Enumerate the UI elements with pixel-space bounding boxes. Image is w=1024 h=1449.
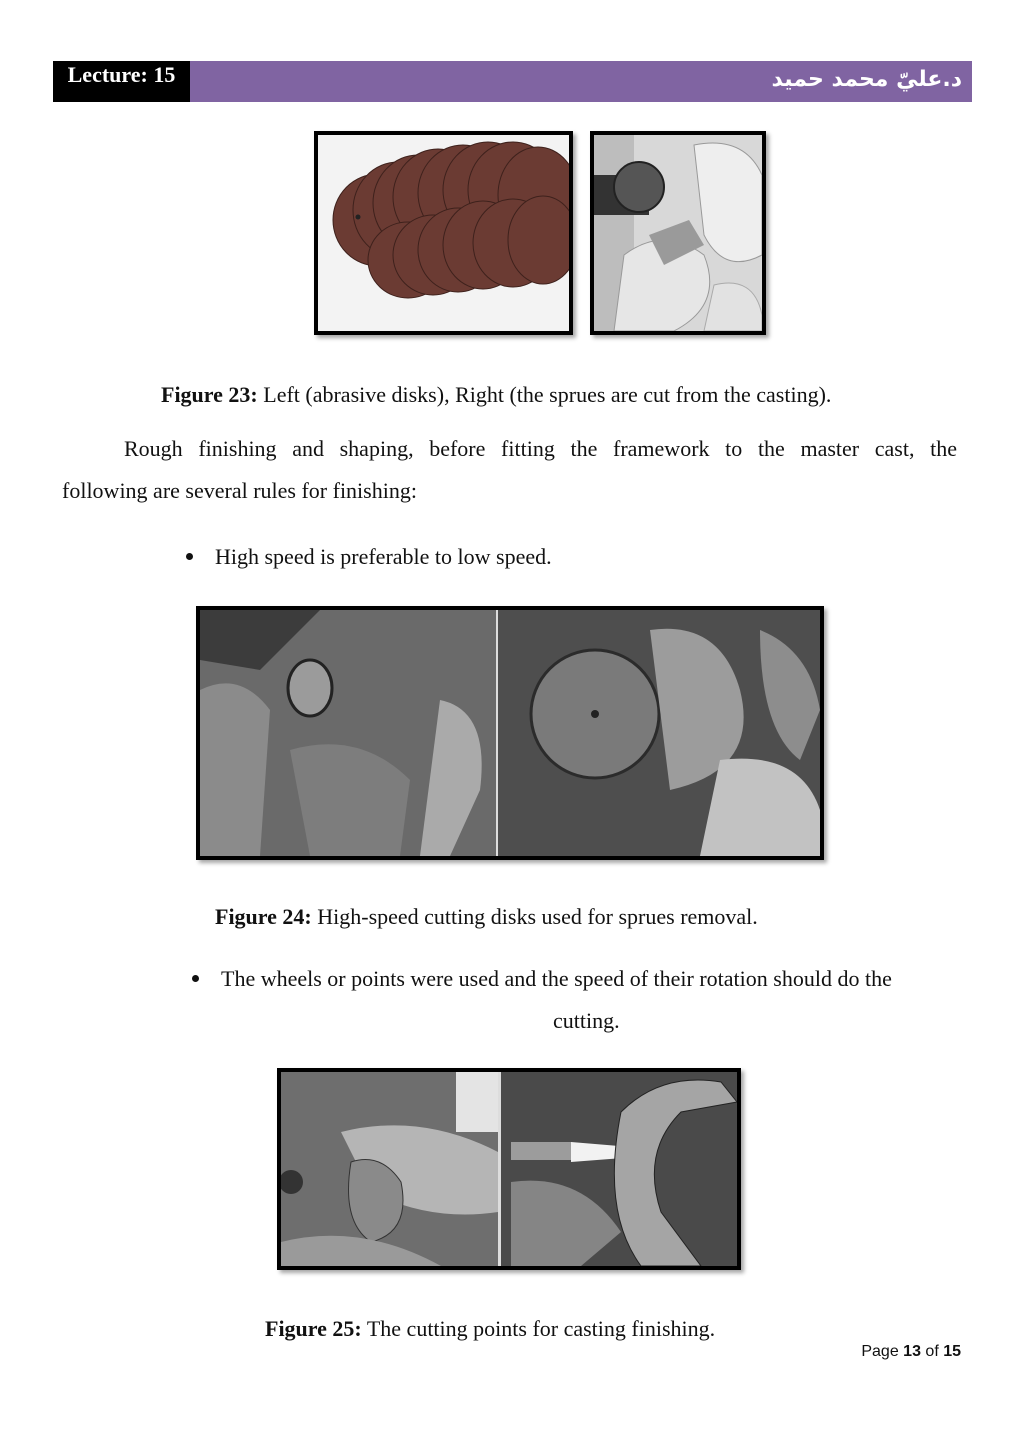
of-word: of <box>920 1343 944 1360</box>
figure-23-caption <box>161 382 831 408</box>
figure-23-text: Left (abrasive disks), Right (the sprues are cut from the casting). <box>257 382 832 407</box>
paragraph-line-2: following are several rules for finishing: <box>62 478 417 503</box>
finishing-paragraph <box>62 428 957 512</box>
author-title: د.عليّ محمد حميد <box>771 67 962 92</box>
figure-25-caption <box>265 1316 715 1342</box>
figure-24-label: Figure 24: <box>215 904 312 929</box>
bullet-text: The wheels or points were used and the speed of their rotation should do the <box>221 966 892 991</box>
cutting-disks-photo <box>196 606 824 860</box>
current-page: 13 <box>903 1343 921 1360</box>
page-word: Page <box>861 1343 904 1360</box>
figure-24-text: High-speed cutting disks used for sprues removal. <box>311 904 758 929</box>
bullet-high-speed <box>186 544 552 570</box>
header-bar <box>53 61 972 102</box>
cutting-points-photo <box>277 1068 741 1270</box>
abrasive-disks-photo <box>314 131 573 335</box>
lecture-label: Lecture: 15 <box>53 61 190 102</box>
total-pages: 15 <box>943 1343 961 1360</box>
bullet-text: High speed is preferable to low speed. <box>215 544 552 569</box>
figure-25-text: The cutting points for casting finishing. <box>361 1316 716 1341</box>
bullet-continuation: cutting. <box>553 1008 620 1033</box>
bullet-dot-icon <box>192 975 199 982</box>
figure-24-caption <box>215 904 758 930</box>
paragraph-line-1: Rough finishing and shaping, before fitting the framework to the master cast, the <box>124 436 957 461</box>
figure-25-label: Figure 25: <box>265 1316 362 1341</box>
bullet-dot-icon <box>186 553 193 560</box>
page-number <box>861 1343 961 1361</box>
figure-23-label: Figure 23: <box>161 382 258 407</box>
bullet-wheels-points <box>192 966 967 992</box>
sprue-cutting-photo <box>590 131 766 335</box>
